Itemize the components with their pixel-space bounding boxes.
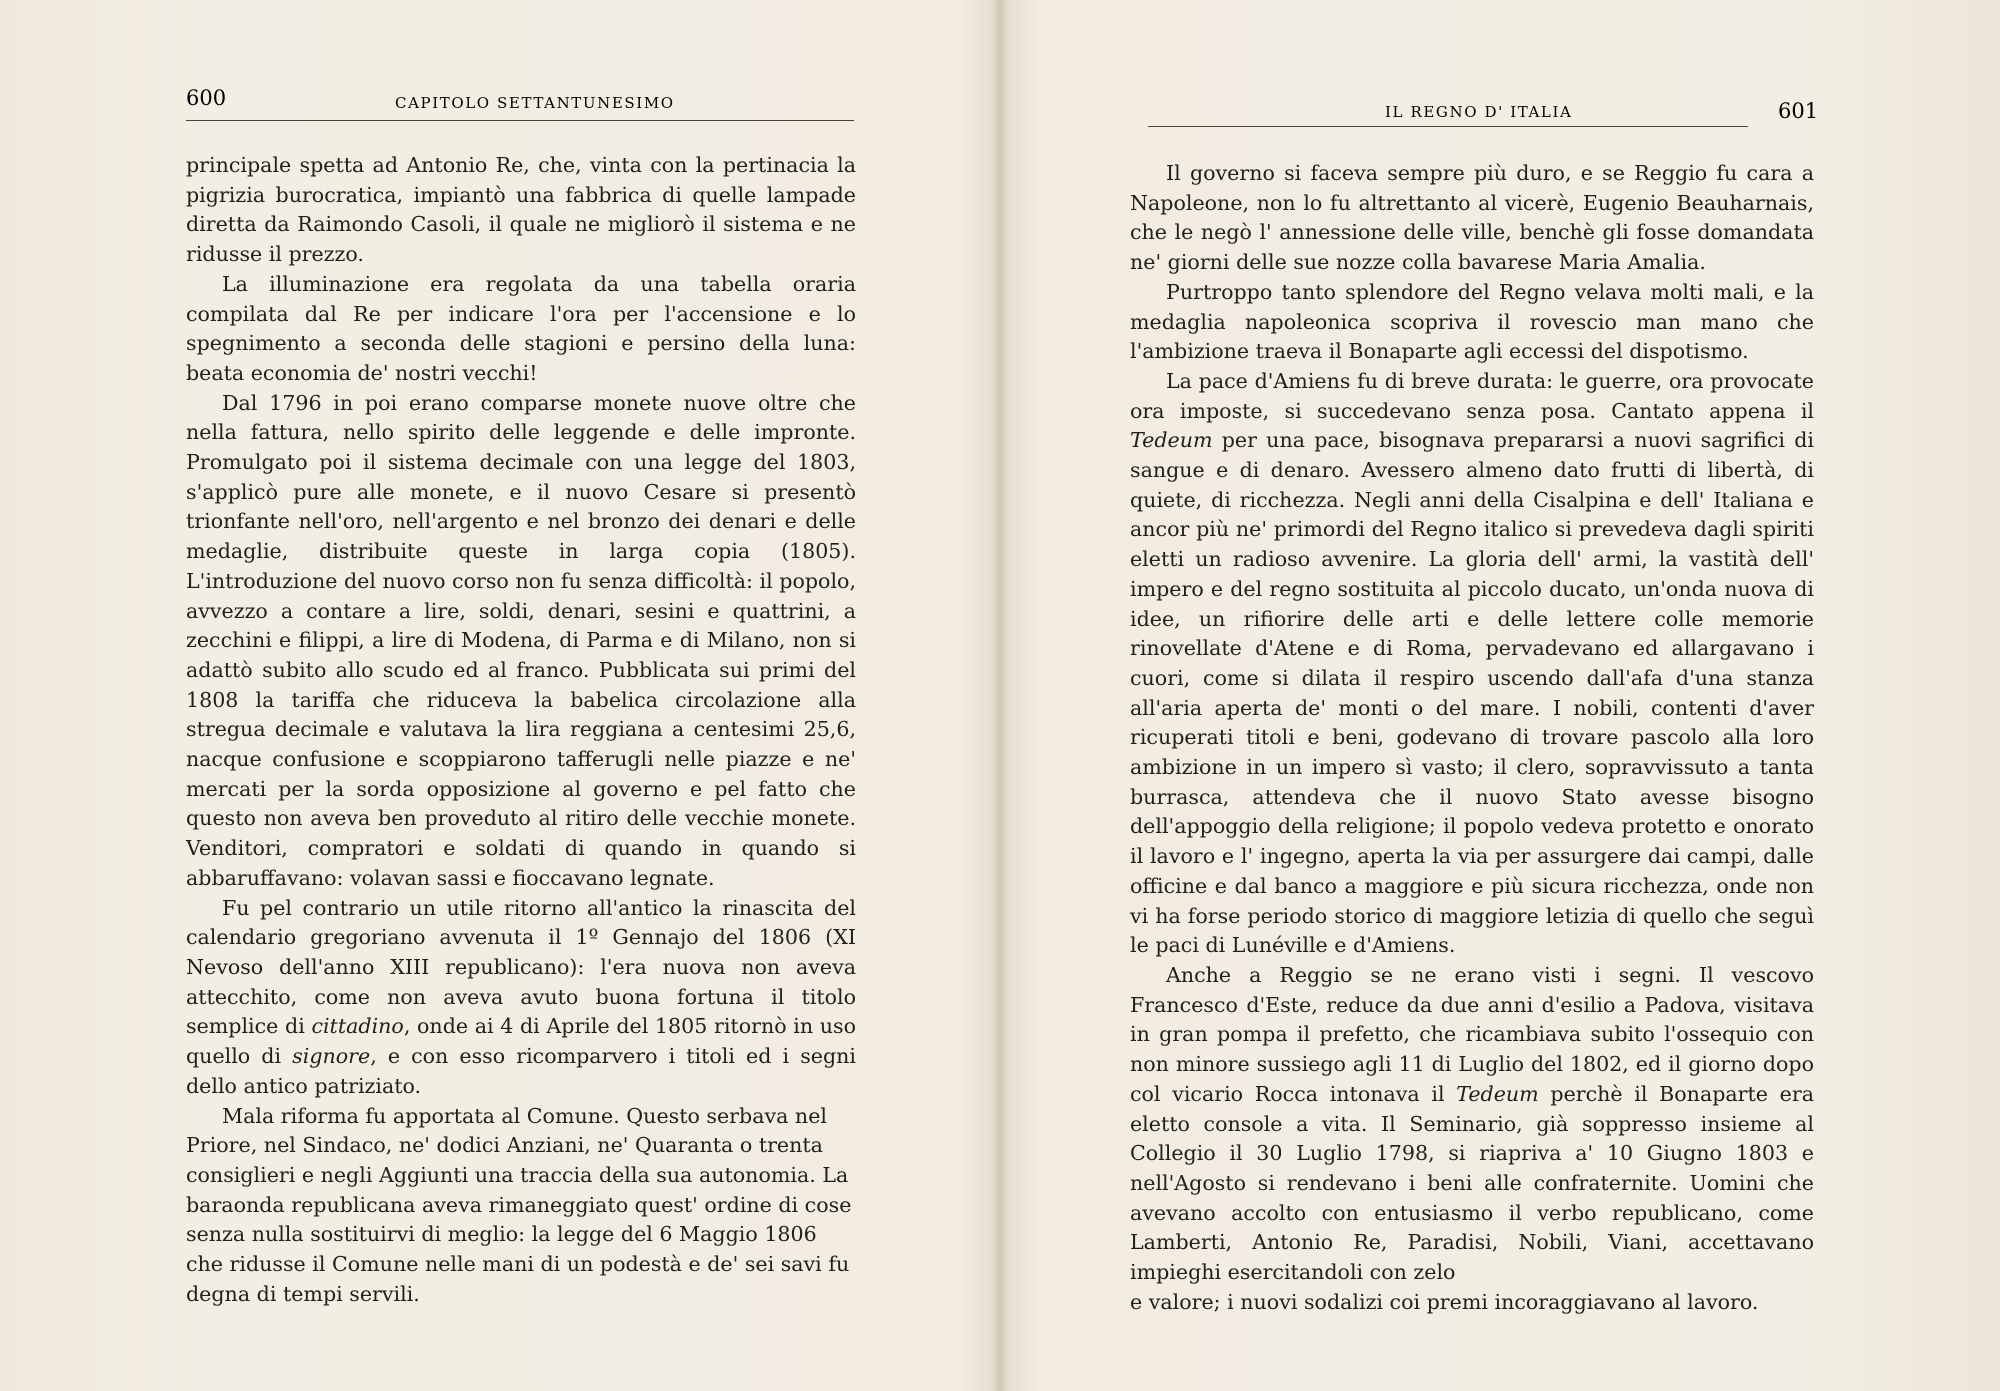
text-run: , onde ai 4 di Aprile del 1805 ritornò in uso quello di	[186, 1014, 856, 1069]
paragraph: Dal 1796 in poi erano comparse monete nuove oltre che nella fattura, nello spirito delle leggende e delle impronte. Promulgato poi il sistema decimale con una legge del 1803, s'applicò pure alle monete, e il nuovo Cesare si presentò trionfante nell'oro, nell'argento e nel bronzo dei denari e delle medaglie, distribuite queste in larga copia (1805). L'introduzione del nuovo corso non fu senza difficoltà: il popolo, avvezzo a contare a lire, soldi, denari, sesini e quattrini, a zecchini e filippi, a lire di Modena, di Parma e di Milano, non si adattò subito allo scudo ed al franco. Pubblicata sui primi del 1808 la tariffa che riduceva la babelica circolazione alla stregua decimale e valutava la lira reggiana a centesimi 25,6, nacque confusione e scoppiarono tafferugli nelle piazze e ne' mercati per la sorda opposizione al governo e pel fatto che questo non aveva ben proveduto al ritiro delle vecchie monete. Venditori, compratori e soldati di quando in quando si abbaruffavano: volavan sassi e fioccavano legnate.	[186, 390, 856, 890]
paragraph-reggio	[1130, 961, 1814, 1288]
italic-term: Tedeum	[1456, 1081, 1539, 1106]
text-run: perchè il Bonaparte era eletto console a vita. Il Seminario, già soppresso insieme al Collegio il 30 Luglio 1798, si riapriva a' 10 Giugno 1803 e nell'Agosto si rendevano i beni alle confraternite. Uomini che avevano accolto con entusiasmo il verbo republicano, come Lamberti, Antonio Re, Paradisi, Nobili, Viani, accettavano impieghi esercitandoli con zelo	[1130, 1081, 1814, 1285]
text-run: per una pace, bisognava prepararsi a nuovi sagrifici di sangue e di denaro. Avessero almeno dato frutti di libertà, di quiete, di ricchezza. Negli anni della Cisalpina e dell' Italiana e ancor più ne' primordi del Regno italico si prevedeva dagli spiriti eletti un radioso avvenire. La gloria dell' armi, la vastità dell' impero e del regno sostituita al piccolo ducato, un'onda nuova di idee, un rifiorire delle arti e delle lettere colle memorie rinovellate d'Atene e di Roma, pervadevano ed allargavano i cuori, come si dilata il respiro uscendo dall'afa d'una stanza all'aria aperta de' monti o del mare. I nobili, contenti d'aver ricuperati titoli e beni, godevano di trovare pascolo alla loro ambizione in un impero sì vasto; il clero, sopravvissuto a tanta burrasca, attendeva che il nuovo Stato avesse bisogno dell'appoggio della religione; il popolo vedeva protetto e onorato il lavoro e l' ingegno, aperta la via per assurgere dai campi, dalle officine e dal banco a maggiore e più sicura ricchezza, onde non vi ha forse periodo storico di maggiore letizia di quello che seguì le paci di Lunéville e d'Amiens.	[1130, 428, 1814, 958]
paragraph: Mala riforma fu apportata al Comune. Questo serbava nel Priore, nel Sindaco, ne' dodici Anziani, ne' Quaranta o trenta consiglieri e negli Aggiunti una traccia della sua autonomia. La baraonda republicana aveva rimaneggiato quest' ordine di cose senza nulla sostituirvi di meglio: la legge del 6 Maggio 1806 che ridusse il Comune nelle mani di un podestà e de' sei savi fu degna di tempi servili.	[186, 1103, 852, 1306]
paragraph: principale spetta ad Antonio Re, che, vinta con la pertinacia la pigrizia burocratica, impiantò una fabbrica di quelle lampade diretta da Raimondo Casoli, il quale ne migliorò il sistema e ne ridusse il prezzo.	[186, 153, 856, 267]
italic-term: signore	[292, 1044, 371, 1069]
italic-term: Tedeum	[1130, 428, 1213, 453]
text-run: La pace d'Amiens fu di breve durata: le guerre, ora provocate ora imposte, si succedevano senza posa. Cantato appena il	[1130, 368, 1814, 423]
text-run: Fu pel contrario un utile ritorno all'antico la rinascita del calendario gregoriano avvenuta il 1º Gennajo del 1806 (XI Nevoso dell'anno XIII republicano): l'era nuova non aveva attecchito, come non aveva avuto buona fortuna il titolo semplice di	[186, 895, 856, 1039]
running-head: CAPITOLO SETTANTUNESIMO	[395, 94, 675, 112]
header-rule	[186, 120, 854, 121]
left-body-text	[186, 151, 856, 1309]
paragraph: e valore; i nuovi sodalizi coi premi incoraggiavano al lavoro.	[1130, 1289, 1759, 1314]
text-run: Anche a Reggio se ne erano visti i segni. Il vescovo Francesco d'Este, reduce da due anni d'esilio a Padova, visitava in gran pompa il prefetto, che ricambiava subito l'ossequio con non minore sussiego agli 11 di Luglio del 1802, ed il giorno dopo col vicario Rocca intonava il	[1130, 962, 1814, 1106]
paragraph: Purtroppo tanto splendore del Regno velava molti mali, e la medaglia napoleonica scopriva il rovescio man mano che l'ambizione traeva il Bonaparte agli eccessi del dispotismo.	[1130, 279, 1814, 364]
paragraph-calendar	[186, 894, 856, 1102]
right-body-text	[1130, 159, 1814, 1317]
paragraph: Il governo si faceva sempre più duro, e se Reggio fu cara a Napoleone, non lo fu altrettanto al vicerè, Eugenio Beauharnais, che le negò l' annessione delle ville, benchè gli fosse domandata ne' giorni delle sue nozze colla bavarese Maria Amalia.	[1130, 161, 1814, 275]
italic-term: cittadino	[311, 1014, 404, 1039]
paragraph: La illuminazione era regolata da una tabella oraria compilata dal Re per indicare l'ora per l'accensione e lo spegnimento a seconda delle stagioni e persino della luna: beata economia de' nostri vecchi!	[186, 271, 856, 385]
paragraph-amiens	[1130, 367, 1814, 961]
page-number: 600	[186, 86, 227, 110]
page-number: 601	[1778, 99, 1819, 123]
header-rule	[1148, 126, 1748, 127]
text-run: , e con esso ricomparvero i titoli ed i segni dello antico patriziato.	[186, 1044, 856, 1098]
right-page	[1000, 0, 2000, 1391]
running-head: IL REGNO D' ITALIA	[1385, 103, 1573, 121]
